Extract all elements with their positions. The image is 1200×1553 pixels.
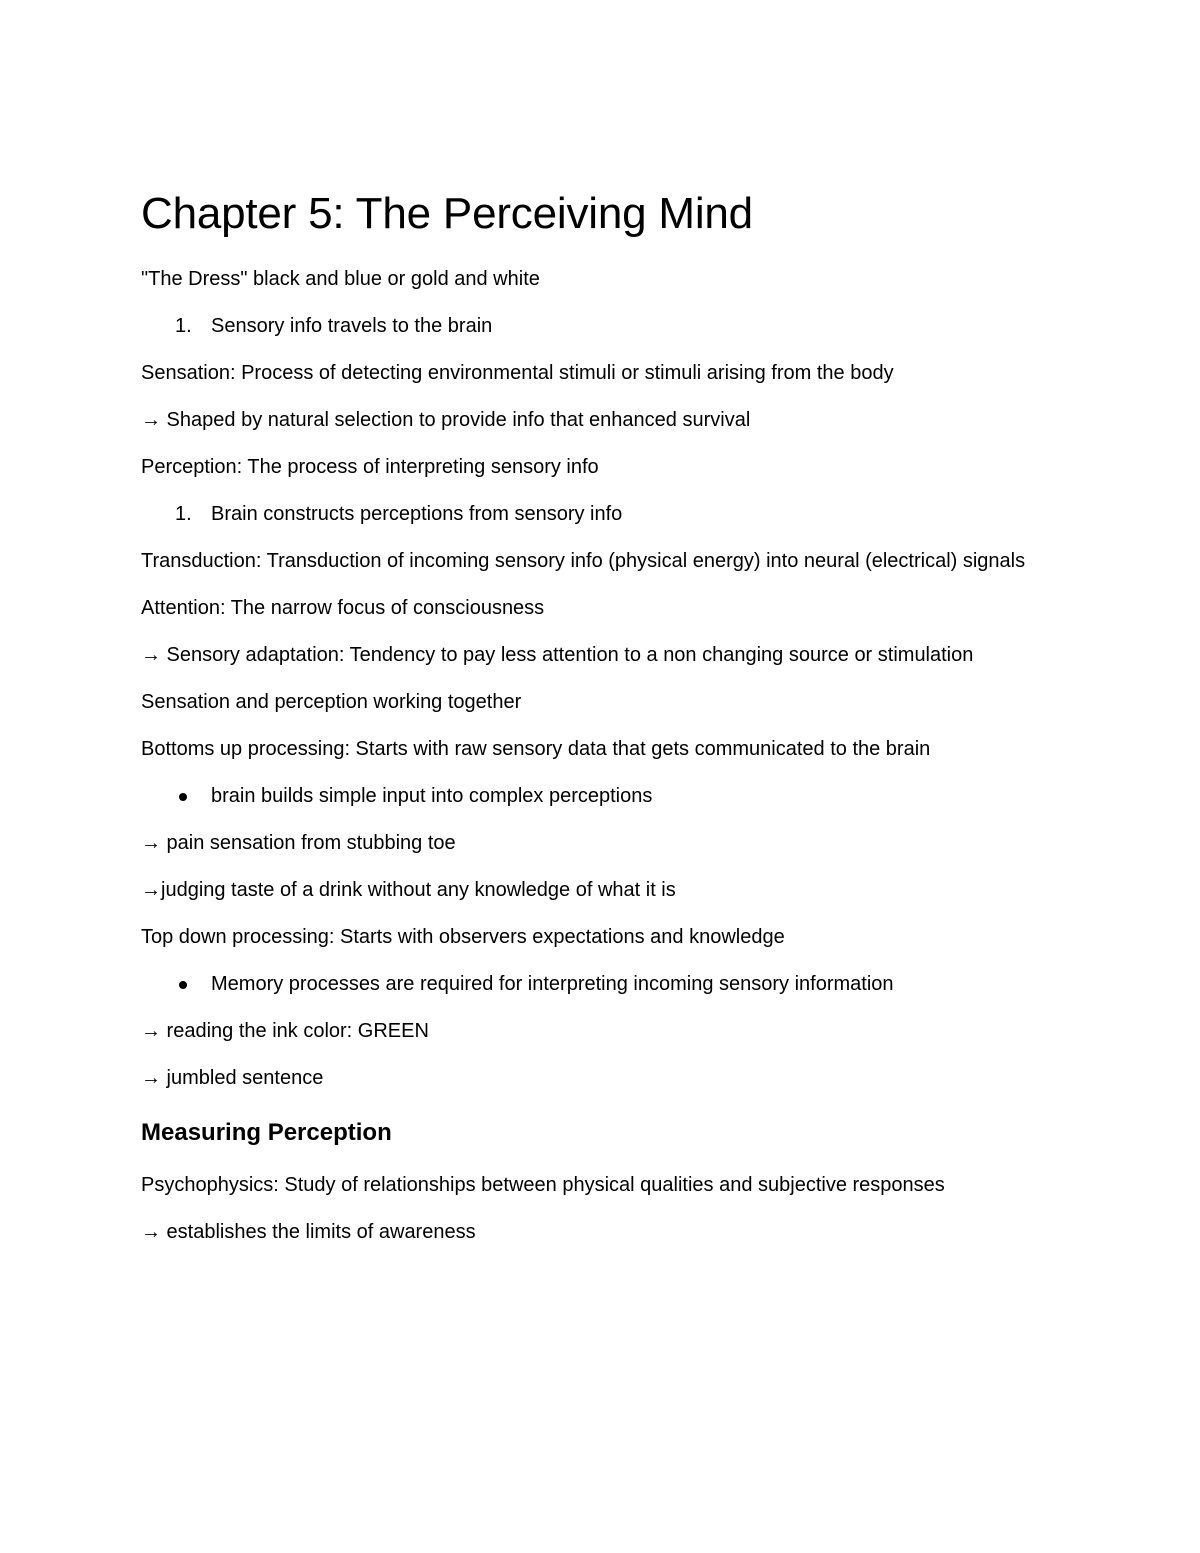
numbered-list-item xyxy=(141,312,1071,341)
paragraph: Psychophysics: Study of relationships between physical qualities and subjective responses xyxy=(141,1174,945,1196)
document-body xyxy=(141,265,1071,1247)
numbered-list-item xyxy=(141,500,1071,529)
paragraph: Bottoms up processing: Starts with raw sensory data that gets communicated to the brain xyxy=(141,738,931,760)
document-page xyxy=(141,185,1071,1265)
paragraph: →judging taste of a drink without any knowledge of what it is xyxy=(141,879,676,901)
paragraph: Perception: The process of interpreting sensory info xyxy=(141,456,599,478)
paragraph: "The Dress" black and blue or gold and white xyxy=(141,268,540,290)
paragraph: → Sensory adaptation: Tendency to pay less attention to a non changing source or stimulation xyxy=(141,644,974,666)
list-item-text: Memory processes are required for interpreting incoming sensory information xyxy=(211,973,894,995)
paragraph: Attention: The narrow focus of consciousness xyxy=(141,597,545,619)
paragraph: → Shaped by natural selection to provide info that enhanced survival xyxy=(141,409,751,431)
bullet-dot-icon xyxy=(179,793,187,801)
list-item-text: Brain constructs perceptions from sensory info xyxy=(211,503,623,525)
bullet-dot-icon xyxy=(179,981,187,989)
paragraph: Transduction: Transduction of incoming sensory info (physical energy) into neural (electrical) signals xyxy=(141,550,1026,572)
list-item-text: brain builds simple input into complex perceptions xyxy=(211,785,653,807)
section-heading: Measuring Perception xyxy=(141,1119,392,1146)
bullet-list-item xyxy=(141,782,1071,811)
page-title: Chapter 5: The Perceiving Mind xyxy=(141,189,753,238)
list-number: 1. xyxy=(175,503,192,525)
paragraph: → establishes the limits of awareness xyxy=(141,1221,476,1243)
list-item-text: Sensory info travels to the brain xyxy=(211,315,493,337)
paragraph: Sensation and perception working together xyxy=(141,691,522,713)
bullet-list-item xyxy=(141,970,1071,999)
paragraph: → pain sensation from stubbing toe xyxy=(141,832,456,854)
paragraph: Top down processing: Starts with observers expectations and knowledge xyxy=(141,926,785,948)
paragraph: → jumbled sentence xyxy=(141,1067,324,1089)
paragraph: Sensation: Process of detecting environmental stimuli or stimuli arising from the body xyxy=(141,362,894,384)
paragraph: → reading the ink color: GREEN xyxy=(141,1020,429,1042)
list-number: 1. xyxy=(175,315,192,337)
